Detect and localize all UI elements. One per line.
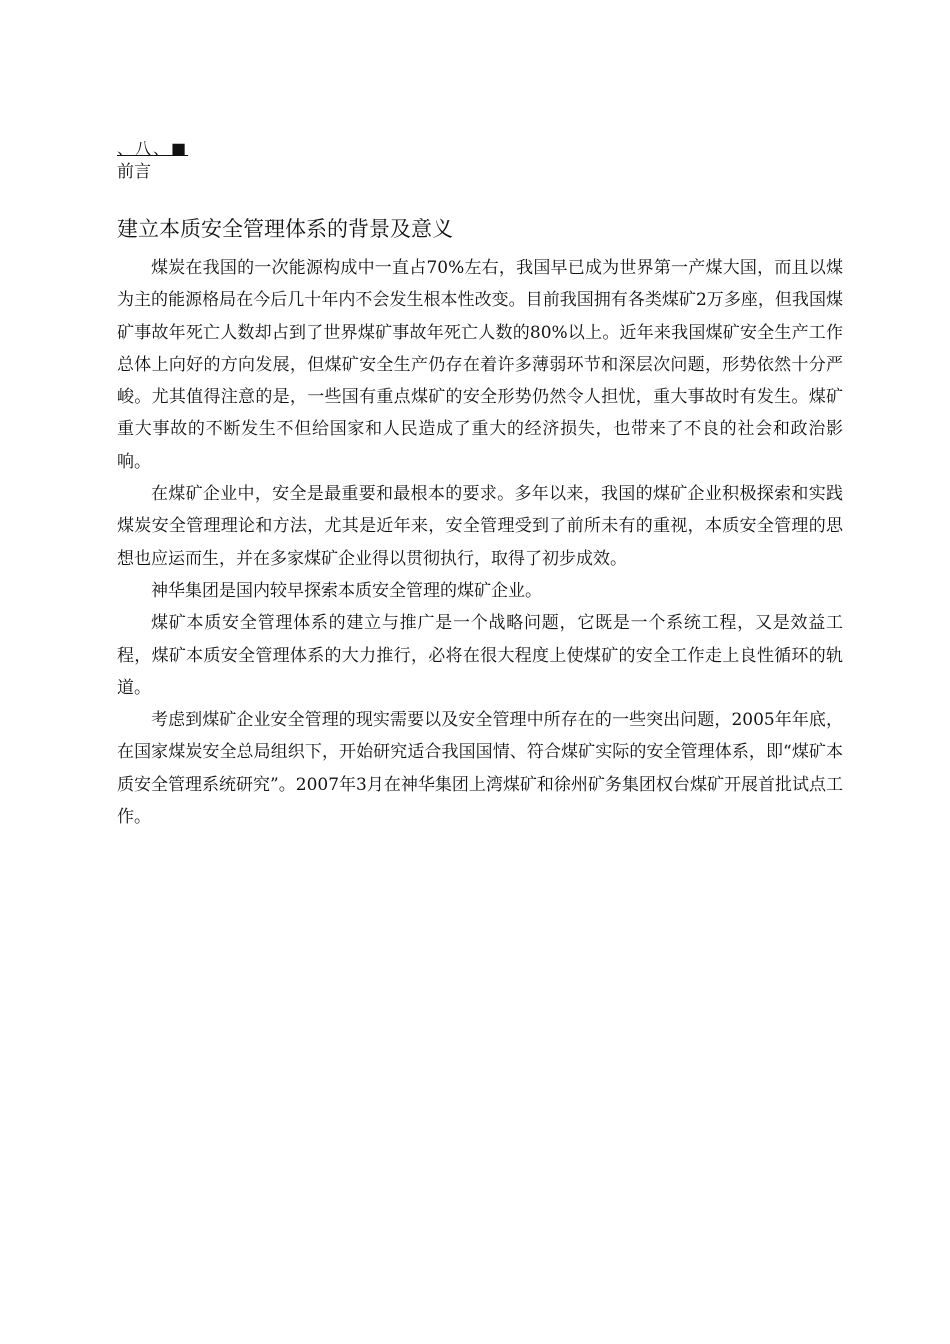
- body-text: [117, 252, 843, 833]
- paragraph-3: 神华集团是国内较早探索本质安全管理的煤矿企业。: [151, 580, 542, 601]
- header-mark: 、八、■: [117, 139, 189, 158]
- paragraph-2: 在煤矿企业中，安全是最重要和最根本的要求。多年以来，我国的煤矿企业积极探索和实践煤炭安全管理理论和方法，尤其是近年来，安全管理受到了前所未有的重视，本质安全管理的思想也应运而生，并在多家煤矿企业得以贯彻执行，取得了初步成效。: [117, 484, 843, 569]
- paragraph-5: 考虑到煤矿企业安全管理的现实需要以及安全管理中所存在的一些突出问题，2005年年底，在国家煤炭安全总局组织下，开始研究适合我国国情、符合煤矿实际的安全管理体系，即“煤矿本质安全管理系统研究”。2007年3月在神华集团上湾煤矿和徐州矿务集团权台煤矿开展首批试点工作。: [117, 710, 843, 828]
- section-heading: 建立本质安全管理体系的背景及意义: [117, 217, 453, 241]
- paragraph-4: 煤矿本质安全管理体系的建立与推广是一个战略问题，它既是一个系统工程，又是效益工程，煤矿本质安全管理体系的大力推行，必将在很大程度上使煤矿的安全工作走上良性循环的轨道。: [117, 613, 843, 698]
- preface-label: 前言: [117, 162, 151, 182]
- paragraph-1: 煤炭在我国的一次能源构成中一直占70%左右，我国早已成为世界第一产煤大国，而且以煤为主的能源格局在今后几十年内不会发生根本性改变。目前我国拥有各类煤矿2万多座，但我国煤矿事故年死亡人数却占到了世界煤矿事故年死亡人数的80%以上。近年来我国煤矿安全生产工作总体上向好的方向发展，但煤矿安全生产仍存在着许多薄弱环节和深层次问题，形势依然十分严峻。尤其值得注意的是，一些国有重点煤矿的安全形势仍然令人担忧，重大事故时有发生。煤矿重大事故的不断发生不但给国家和人民造成了重大的经济损失，也带来了不良的社会和政治影响。: [117, 258, 843, 472]
